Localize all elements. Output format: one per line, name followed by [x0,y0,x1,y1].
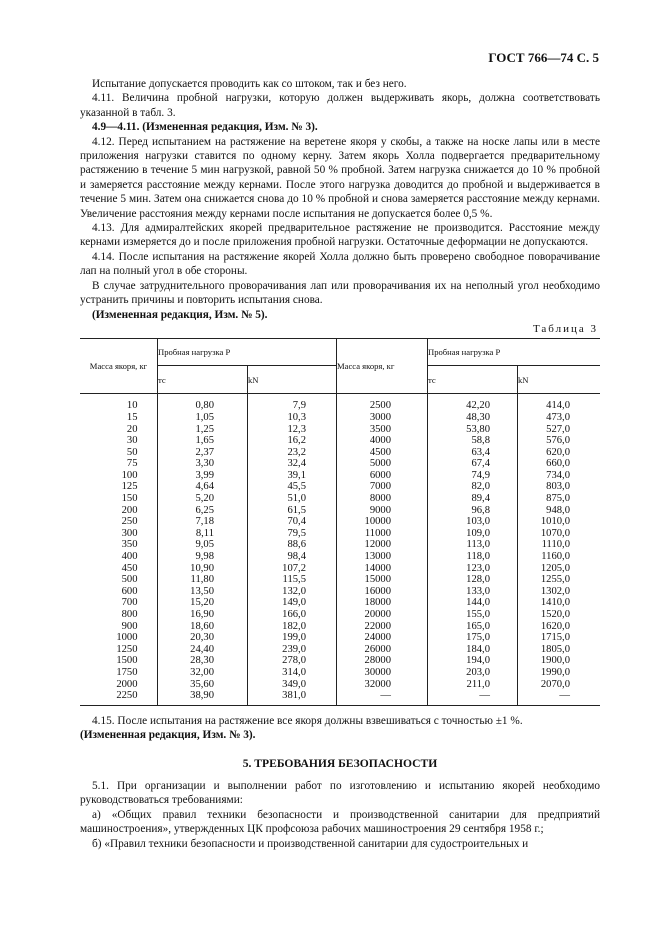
cell-mass: 400 [121,551,138,563]
cell-mass: 30 [126,435,138,447]
cell-load-kn: 620,0 [518,447,601,459]
paragraph: 4.14. После испытания на растяжение якорей Холла должно быть проверено свободное поворачивание лап на полный угол в обе стороны. [80,250,600,278]
cell-load-kn: 70,4 [248,516,337,528]
cell-mass: 450 [121,562,138,574]
cell-load-kn: 473,0 [518,412,601,424]
cell-load-tc: 28,30 [158,655,248,667]
cell-mass: 10000 [337,516,428,528]
column-header-kn: kN [248,366,337,394]
table-row [80,447,600,459]
cell-load-kn: 948,0 [518,505,601,517]
cell-load-kn: 660,0 [518,458,601,470]
cell-load-kn: 1620,0 [518,621,601,633]
cell-mass: 20 [126,423,138,435]
cell-load-tc: 11,80 [158,574,248,586]
cell-load-tc: 58,8 [428,435,518,447]
table-body [80,394,600,705]
cell-load-kn: 314,0 [248,667,337,679]
cell-load-tc: 175,0 [428,632,518,644]
test-load-table [80,338,600,705]
cell-mass: 250 [121,516,138,528]
cell-load-tc: 82,0 [428,481,518,493]
cell-mass: 18000 [337,597,428,609]
cell-load-tc: 1,05 [158,412,248,424]
table-row [80,493,600,505]
paragraph: Испытание допускается проводить как со штоком, так и без него. [92,78,407,90]
cell-load-tc: 35,60 [158,679,248,691]
cell-mass: 20000 [337,609,428,621]
table-row [80,609,600,621]
cell-load-kn: 32,4 [248,458,337,470]
cell-load-kn: 381,0 [248,690,337,705]
cell-load-tc: — [428,690,518,705]
cell-load-tc: 133,0 [428,586,518,598]
cell-load-kn: 16,2 [248,435,337,447]
cell-load-kn: 10,3 [248,412,337,424]
column-header-tc: тс [428,366,518,394]
cell-mass: 28000 [337,655,428,667]
cell-load-tc: 118,0 [428,551,518,563]
table-row [80,679,600,691]
cell-load-tc: 8,11 [158,528,248,540]
cell-mass: 16000 [337,586,428,598]
paragraph: б) «Правил техники безопасности и производственной санитарии для судостроительных и [92,837,529,850]
cell-load-kn: 1070,0 [518,528,601,540]
column-header-kn: kN [518,366,601,394]
table-row [80,424,600,436]
cell-load-tc: 16,90 [158,609,248,621]
cell-mass: 350 [121,539,138,551]
cell-mass: 900 [121,620,138,632]
cell-mass: 15000 [337,574,428,586]
cell-mass: 6000 [337,470,428,482]
document-body [80,77,600,851]
cell-load-kn: 182,0 [248,621,337,633]
cell-mass: 4000 [337,435,428,447]
cell-load-kn: 1110,0 [518,539,601,551]
cell-load-tc: 211,0 [428,679,518,691]
cell-mass: 3500 [337,424,428,436]
cell-load-kn: 1010,0 [518,516,601,528]
table-row [80,597,600,609]
cell-load-tc: 53,80 [428,424,518,436]
table-row [80,551,600,563]
cell-load-kn: 414,0 [518,394,601,412]
cell-mass: 24000 [337,632,428,644]
cell-load-tc: 48,30 [428,412,518,424]
cell-load-tc: 32,00 [158,667,248,679]
cell-load-tc: 18,60 [158,621,248,633]
paragraph: 4.13. Для адмиралтейских якорей предварительное растяжение не производится. Расстояние между кернами измеряется до и после приложения пробной нагрузки. Остаточные деформации не допускаются. [80,222,600,249]
cell-mass: 2500 [337,394,428,412]
cell-load-tc: 2,37 [158,447,248,459]
cell-load-tc: 194,0 [428,655,518,667]
cell-mass: 32000 [337,679,428,691]
cell-mass: 700 [121,597,138,609]
cell-load-tc: 42,20 [428,394,518,412]
cell-load-kn: 1900,0 [518,655,601,667]
cell-mass: 50 [126,446,138,458]
column-header-load: Пробная нагрузка Р [428,339,601,366]
table-row [80,394,600,412]
cell-mass: 15 [126,411,138,423]
cell-load-kn: 1160,0 [518,551,601,563]
table-row [80,435,600,447]
paragraph: 4.11. Величина пробной нагрузки, которую должен выдерживать якорь, должна соответствовать указанной в табл. 3. [80,92,600,119]
table-row [80,690,600,705]
cell-load-tc: 4,64 [158,481,248,493]
cell-load-tc: 144,0 [428,597,518,609]
paragraph: В случае затруднительного проворачивания лап или проворачивания их на неполный угол необходимо устранить причины и повторить испытания снова. [80,279,600,307]
cell-mass: 14000 [337,563,428,575]
cell-mass: 600 [121,585,138,597]
cell-load-tc: 1,25 [158,424,248,436]
cell-load-kn: 45,5 [248,481,337,493]
cell-load-kn: 1520,0 [518,609,601,621]
cell-load-tc: 15,20 [158,597,248,609]
cell-load-kn: 527,0 [518,424,601,436]
cell-load-kn: 1255,0 [518,574,601,586]
cell-load-tc: 7,18 [158,516,248,528]
cell-load-tc: 113,0 [428,539,518,551]
cell-load-kn: 166,0 [248,609,337,621]
table-row [80,563,600,575]
cell-load-tc: 9,05 [158,539,248,551]
cell-load-kn: 803,0 [518,481,601,493]
cell-load-tc: 89,4 [428,493,518,505]
table-row [80,481,600,493]
table-row [80,516,600,528]
cell-load-tc: 10,90 [158,563,248,575]
cell-mass: 10 [126,400,138,412]
cell-mass: 125 [121,481,138,493]
cell-load-kn: 239,0 [248,644,337,656]
cell-load-tc: 128,0 [428,574,518,586]
amendment-note: (Измененная редакция, Изм. № 3). [80,729,256,742]
cell-mass: 3000 [337,412,428,424]
cell-mass: 7000 [337,481,428,493]
table-row [80,574,600,586]
cell-load-kn: 39,1 [248,470,337,482]
cell-load-kn: 1302,0 [518,586,601,598]
cell-load-kn: 278,0 [248,655,337,667]
cell-load-kn: 61,5 [248,505,337,517]
table-row [80,586,600,598]
amendment-note: 4.9—4.11. (Измененная редакция, Изм. № 3). [92,121,318,134]
cell-load-tc: 123,0 [428,563,518,575]
cell-mass: 2000 [116,678,138,690]
cell-mass: 30000 [337,667,428,679]
cell-load-kn: 734,0 [518,470,601,482]
cell-mass: 100 [121,469,138,481]
cell-mass: 150 [121,493,138,505]
table-row [80,621,600,633]
column-header-load: Пробная нагрузка Р [158,339,337,366]
cell-load-kn: 23,2 [248,447,337,459]
cell-load-kn: 875,0 [518,493,601,505]
cell-load-kn: — [518,690,601,705]
table-row [80,655,600,667]
cell-load-kn: 2070,0 [518,679,601,691]
cell-mass: 300 [121,527,138,539]
cell-mass: 5000 [337,458,428,470]
paragraph: 4.15. После испытания на растяжение все якоря должны взвешиваться с точностью ±1 %. [92,714,523,727]
cell-load-kn: 12,3 [248,424,337,436]
cell-load-kn: 1410,0 [518,597,601,609]
cell-mass: — [337,690,428,705]
table-row [80,644,600,656]
cell-load-tc: 103,0 [428,516,518,528]
cell-mass: 800 [121,609,138,620]
cell-load-tc: 203,0 [428,667,518,679]
cell-load-tc: 184,0 [428,644,518,656]
page-header: ГОСТ 766—74 С. 5 [488,50,599,65]
table-row [80,528,600,540]
cell-mass: 13000 [337,551,428,563]
table-row [80,458,600,470]
column-header-mass: Масса якоря, кг [337,339,428,394]
paragraph: 5.1. При организации и выполнении работ по изготовлению и испытанию якорей необходимо руководствоваться требованиями: [80,779,600,807]
cell-mass: 11000 [337,528,428,540]
cell-load-tc: 20,30 [158,632,248,644]
cell-mass: 2250 [80,690,158,705]
cell-mass: 200 [121,504,138,516]
cell-mass: 8000 [337,493,428,505]
cell-mass: 1000 [116,632,138,644]
cell-mass: 1500 [116,655,138,667]
section-title: 5. ТРЕБОВАНИЯ БЕЗОПАСНОСТИ [242,756,438,770]
cell-mass: 9000 [337,505,428,517]
table-row [80,667,600,679]
cell-load-tc: 155,0 [428,609,518,621]
column-header-tc: тс [158,366,248,394]
cell-load-kn: 98,4 [248,551,337,563]
cell-load-kn: 199,0 [248,632,337,644]
paragraph: а) «Общих правил техники безопасности и производственной санитарии для предприятий машиностроения», утвержденных ЦК профсоюза рабочих машиностроения 29 сентября 1958 г.; [80,808,600,836]
cell-load-tc: 3,30 [158,458,248,470]
cell-load-tc: 9,98 [158,551,248,563]
cell-mass: 12000 [337,539,428,551]
cell-mass: 1250 [116,643,138,655]
cell-load-tc: 6,25 [158,505,248,517]
cell-load-tc: 165,0 [428,621,518,633]
paragraph: 4.12. Перед испытанием на растяжение на веретене якоря у скобы, а также на носке лапы или в месте приложения нагрузки ставится по одному керну. Затем якорь Холла подвергается предварительному растяжению в течение 5 мин нагрузкой, равной 50 % пробной. Затем нагрузка снижается до 10 % пробной и замеряется расстояние между кернами. После этого нагрузка доводится до пробной и выдерживается в течение 5 мин. Затем она снижается снова до 10 % пробной и снова замеряется расстояние между кернами. Увеличение расстояния между кернами после испытания не допускается более 0,5 %. [80,135,600,220]
cell-mass: 26000 [337,644,428,656]
cell-load-tc: 0,80 [158,394,248,412]
cell-load-kn: 1715,0 [518,632,601,644]
table-row [80,412,600,424]
cell-load-kn: 149,0 [248,597,337,609]
cell-load-tc: 109,0 [428,528,518,540]
cell-load-tc: 24,40 [158,644,248,656]
cell-mass: 75 [126,458,138,470]
table-caption: Таблица 3 [532,322,598,335]
cell-load-kn: 51,0 [248,493,337,505]
table-row [80,505,600,517]
cell-load-tc: 38,90 [158,690,248,705]
table-row [80,539,600,551]
table-row [80,470,600,482]
cell-mass: 500 [121,574,138,586]
cell-load-kn: 349,0 [248,679,337,691]
cell-load-kn: 1990,0 [518,667,601,679]
table-row [80,632,600,644]
cell-mass: 4500 [337,447,428,459]
cell-load-kn: 115,5 [248,574,337,586]
amendment-note: (Измененная редакция, Изм. № 5). [92,308,268,321]
column-header-mass: Масса якоря, кг [80,339,158,394]
cell-load-tc: 3,99 [158,470,248,482]
cell-load-tc: 74,9 [428,470,518,482]
cell-load-tc: 1,65 [158,435,248,447]
cell-load-kn: 1805,0 [518,644,601,656]
cell-mass: 1750 [116,666,138,678]
cell-load-kn: 576,0 [518,435,601,447]
cell-load-kn: 107,2 [248,563,337,575]
cell-load-kn: 1205,0 [518,563,601,575]
cell-load-tc: 96,8 [428,505,518,517]
cell-load-kn: 7,9 [248,394,337,412]
cell-load-tc: 5,20 [158,493,248,505]
cell-mass: 22000 [337,621,428,633]
cell-load-kn: 88,6 [248,539,337,551]
cell-load-kn: 132,0 [248,586,337,598]
cell-load-kn: 79,5 [248,528,337,540]
cell-load-tc: 63,4 [428,447,518,459]
cell-load-tc: 67,4 [428,458,518,470]
cell-load-tc: 13,50 [158,586,248,598]
